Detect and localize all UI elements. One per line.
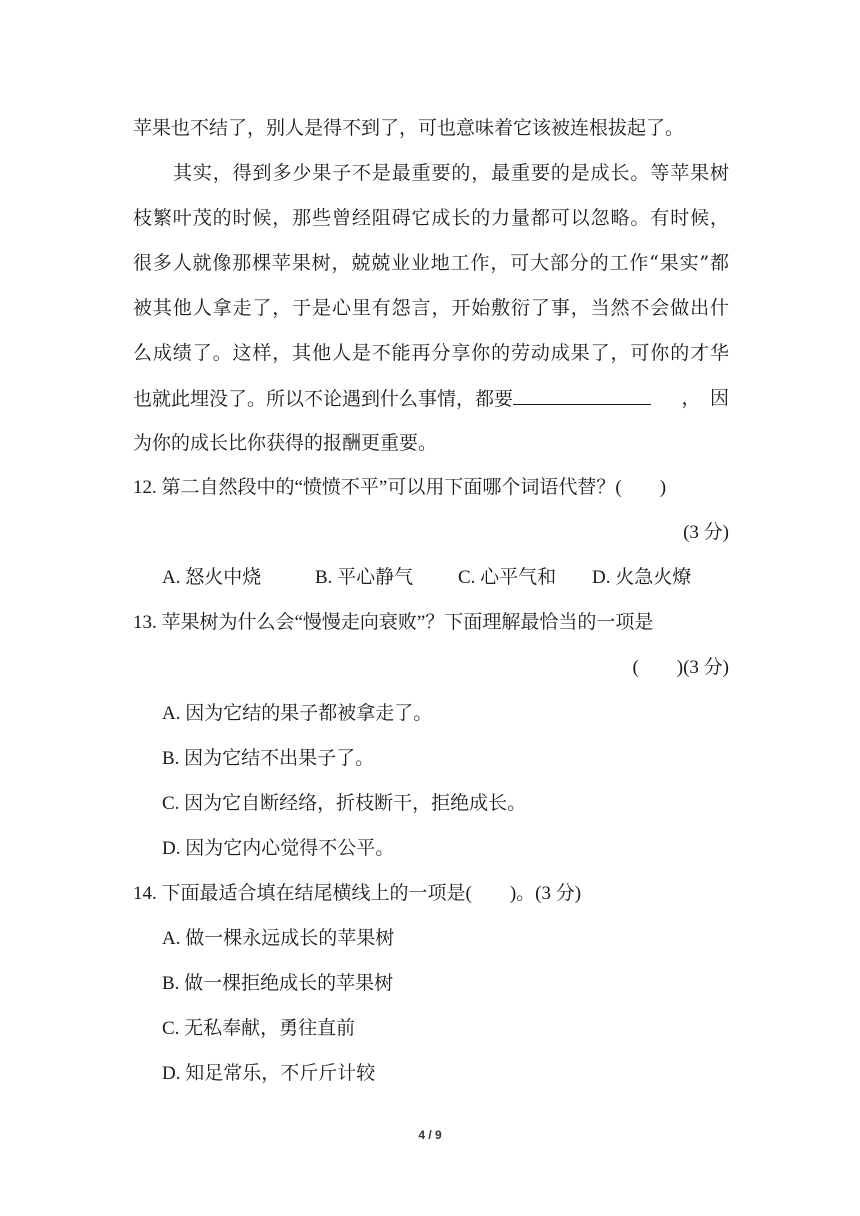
passage-line-7-text: 也就此埋没了。所以不论遇到什么事情，都要 [133,388,514,410]
passage-line-2: 其实，得到多少果子不是最重要的，最重要的是成长。等苹果树 [173,162,729,184]
option-12-b[interactable]: B. 平心静气 [315,567,414,588]
option-13-a[interactable]: A. 因为它结的果子都被拿走了。 [162,703,433,724]
passage-line-7-tail: ， 因 [681,387,729,409]
passage-line-5: 被其他人拿走了，于是心里有怨言，开始敷衍了事，当然不会做出什 [133,297,729,319]
answer-blank[interactable] [513,386,651,405]
option-14-a[interactable]: A. 做一棵永远成长的苹果树 [162,928,395,949]
option-12-c[interactable]: C. 心平气和 [458,567,557,588]
passage-line-3: 枝繁叶茂的时候，那些曾经阻碍它成长的力量都可以忽略。有时候， [133,207,729,229]
passage-line-7 [133,386,729,411]
option-14-c[interactable]: C. 无私奉献，勇往直前 [162,1018,356,1039]
passage-line-1: 苹果也不结了，别人是得不到了，可也意味着它该被连根拔起了。 [133,117,685,139]
page-number: 4 / 9 [418,1128,442,1142]
option-14-d[interactable]: D. 知足常乐，不斤斤计较 [162,1063,376,1084]
option-12-a[interactable]: A. 怒火中烧 [162,567,262,588]
option-14-b[interactable]: B. 做一棵拒绝成长的苹果树 [162,973,394,994]
question-12: 12. 第二自然段中的“愤愤不平”可以用下面哪个词语代替？( ) [133,477,667,498]
option-13-c[interactable]: C. 因为它自断经络，折枝断干，拒绝成长。 [162,793,527,814]
option-13-d[interactable]: D. 因为它内心觉得不公平。 [162,838,395,859]
question-12-score: (3 分) [683,522,729,543]
option-13-b[interactable]: B. 因为它结不出果子了。 [162,748,375,769]
passage-line-8: 为你的成长比你获得的报酬更重要。 [133,432,438,454]
question-13-score: ( )(3 分) [632,657,729,678]
question-13: 13. 苹果树为什么会“慢慢走向衰败”？下面理解最恰当的一项是 [133,612,654,633]
passage-line-6: 么成绩了。这样，其他人是不能再分享你的劳动成果了，可你的才华 [133,342,729,364]
question-14: 14. 下面最适合填在结尾横线上的一项是( )。(3 分) [133,883,582,904]
option-12-d[interactable]: D. 火急火燎 [592,567,692,588]
question-12-options [162,566,691,590]
passage-line-4: 很多人就像那棵苹果树，兢兢业业地工作，可大部分的工作“果实”都 [133,252,729,274]
